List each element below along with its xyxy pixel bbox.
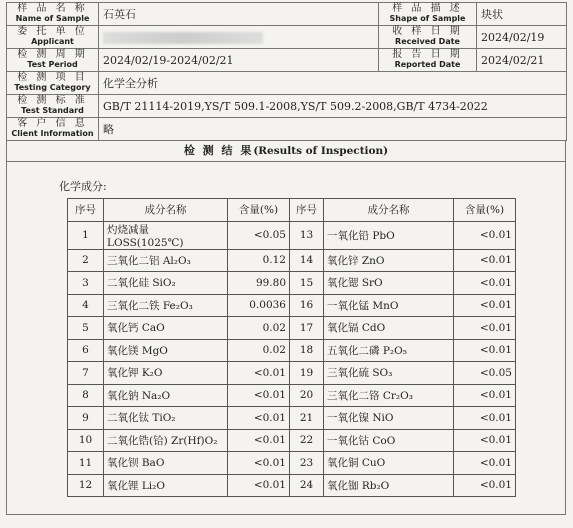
table-row [68, 221, 516, 249]
row-number: 23 [290, 452, 324, 475]
row-number: 12 [68, 474, 104, 497]
content-value: <0.05 [228, 221, 290, 249]
component-name: 氧化锌 ZnO [324, 249, 454, 272]
content-value: <0.01 [228, 474, 290, 497]
test-period-label: 检 测 周 期 Test Period [7, 49, 99, 72]
row-number: 1 [68, 221, 104, 249]
col-name-header: 成分名称 [104, 199, 228, 222]
content-value: <0.01 [454, 294, 516, 317]
table-row [68, 407, 516, 430]
row-number: 13 [290, 221, 324, 249]
component-name: 氧化镉 CdO [324, 317, 454, 340]
component-name: 一氧化钴 CoO [324, 429, 454, 452]
received-date-label: 收 样 日 期 Received Date [379, 26, 477, 49]
row-number: 18 [290, 339, 324, 362]
component-name: 氧化钠 Na₂O [104, 384, 228, 407]
content-value: <0.01 [454, 452, 516, 475]
row-number: 10 [68, 429, 104, 452]
row-number: 20 [290, 384, 324, 407]
table-header-row [68, 199, 516, 222]
row-number: 15 [290, 272, 324, 295]
table-row [68, 272, 516, 295]
table-row [68, 452, 516, 475]
test-standard-label: 检 测 标 准 Test Standard [7, 95, 99, 118]
component-name: 三氧化硫 SO₃ [324, 362, 454, 385]
row-number: 22 [290, 429, 324, 452]
component-name: 氧化锶 SrO [324, 272, 454, 295]
row-number: 14 [290, 249, 324, 272]
shape-label: 样 品 描 述 Shape of Sample [379, 3, 477, 26]
content-value: 0.02 [228, 339, 290, 362]
content-value: <0.01 [454, 317, 516, 340]
col-no-header: 序号 [290, 199, 324, 222]
component-name: 一氧化镍 NiO [324, 407, 454, 430]
table-row [68, 317, 516, 340]
row-number: 4 [68, 294, 104, 317]
sample-name-label: 样 品 名 称 Name of Sample [7, 3, 99, 26]
component-name: 氧化钾 K₂O [104, 362, 228, 385]
table-row [68, 294, 516, 317]
row-number: 17 [290, 317, 324, 340]
component-name: 氧化钙 CaO [104, 317, 228, 340]
content-value: <0.01 [228, 384, 290, 407]
component-name: 一氧化铅 PbO [324, 221, 454, 249]
col-no-header: 序号 [68, 199, 104, 222]
component-name: 氧化钡 BaO [104, 452, 228, 475]
report-sheet [6, 2, 566, 526]
content-value: <0.01 [454, 384, 516, 407]
component-name: 三氧化二铁 Fe₂O₃ [104, 294, 228, 317]
test-period-value: 2024/02/19-2024/02/21 [99, 49, 379, 72]
component-name: 氧化铜 CuO [324, 452, 454, 475]
test-standard-value: GB/T 21114-2019,YS/T 509.1-2008,YS/T 509.2-2008,GB/T 4734-2022 [99, 95, 567, 118]
received-date-value: 2024/02/19 [477, 26, 567, 49]
component-name: 二氧化钛 TiO₂ [104, 407, 228, 430]
row-number: 7 [68, 362, 104, 385]
row-number: 21 [290, 407, 324, 430]
component-name: 一氧化锰 MnO [324, 294, 454, 317]
row-number: 2 [68, 249, 104, 272]
component-name: 氧化铷 Rb₂O [324, 474, 454, 497]
redacted-blur [103, 32, 263, 44]
content-value: <0.01 [454, 474, 516, 497]
content-value: 0.02 [228, 317, 290, 340]
applicant-value [99, 26, 379, 49]
shape-value: 块状 [477, 3, 567, 26]
content-value: <0.01 [228, 452, 290, 475]
report-header-table [6, 2, 567, 141]
component-name: 二氧化硅 SiO₂ [104, 272, 228, 295]
col-content-header: 含量(%) [454, 199, 516, 222]
row-number: 8 [68, 384, 104, 407]
content-value: <0.01 [454, 339, 516, 362]
component-name: 二氧化锆(铪) Zr(Hf)O₂ [104, 429, 228, 452]
testing-category-value: 化学全分析 [99, 72, 567, 95]
results-title: 检 测 结 果(Results of Inspection) [6, 141, 566, 162]
testing-category-label: 检 测 项 目 Testing Category [7, 72, 99, 95]
table-row [68, 339, 516, 362]
component-name: 氧化镁 MgO [104, 339, 228, 362]
row-number: 9 [68, 407, 104, 430]
component-name: 五氧化二磷 P₂O₅ [324, 339, 454, 362]
content-value: 0.12 [228, 249, 290, 272]
content-value: <0.05 [454, 362, 516, 385]
component-name: 三氧化二铝 Al₂O₃ [104, 249, 228, 272]
section-heading: 化学成分: [59, 180, 107, 193]
client-info-value: 略 [99, 118, 567, 141]
table-row [68, 362, 516, 385]
col-name-header: 成分名称 [324, 199, 454, 222]
content-value: 0.0036 [228, 294, 290, 317]
row-number: 16 [290, 294, 324, 317]
applicant-label: 委 托 单 位 Applicant [7, 26, 99, 49]
component-name: 氧化锂 Li₂O [104, 474, 228, 497]
row-number: 3 [68, 272, 104, 295]
content-value: 99.80 [228, 272, 290, 295]
row-number: 24 [290, 474, 324, 497]
component-name: 三氧化二铬 Cr₂O₃ [324, 384, 454, 407]
row-number: 5 [68, 317, 104, 340]
table-row [68, 249, 516, 272]
content-value: <0.01 [454, 272, 516, 295]
component-name: 灼烧减量 LOSS(1025℃) [104, 221, 228, 249]
row-number: 19 [290, 362, 324, 385]
col-content-header: 含量(%) [228, 199, 290, 222]
table-row [68, 474, 516, 497]
reported-date-label: 报 告 日 期 Reported Date [379, 49, 477, 72]
content-value: <0.01 [454, 221, 516, 249]
row-number: 11 [68, 452, 104, 475]
results-body [6, 162, 566, 515]
composition-table [67, 198, 516, 497]
content-value: <0.01 [228, 429, 290, 452]
content-value: <0.01 [228, 407, 290, 430]
content-value: <0.01 [454, 407, 516, 430]
content-value: <0.01 [454, 429, 516, 452]
row-number: 6 [68, 339, 104, 362]
client-info-label: 客 户 信 息 Client Information [7, 118, 99, 141]
reported-date-value: 2024/02/21 [477, 49, 567, 72]
sample-name-value: 石英石 [99, 3, 379, 26]
content-value: <0.01 [454, 249, 516, 272]
table-row [68, 384, 516, 407]
content-value: <0.01 [228, 362, 290, 385]
table-row [68, 429, 516, 452]
